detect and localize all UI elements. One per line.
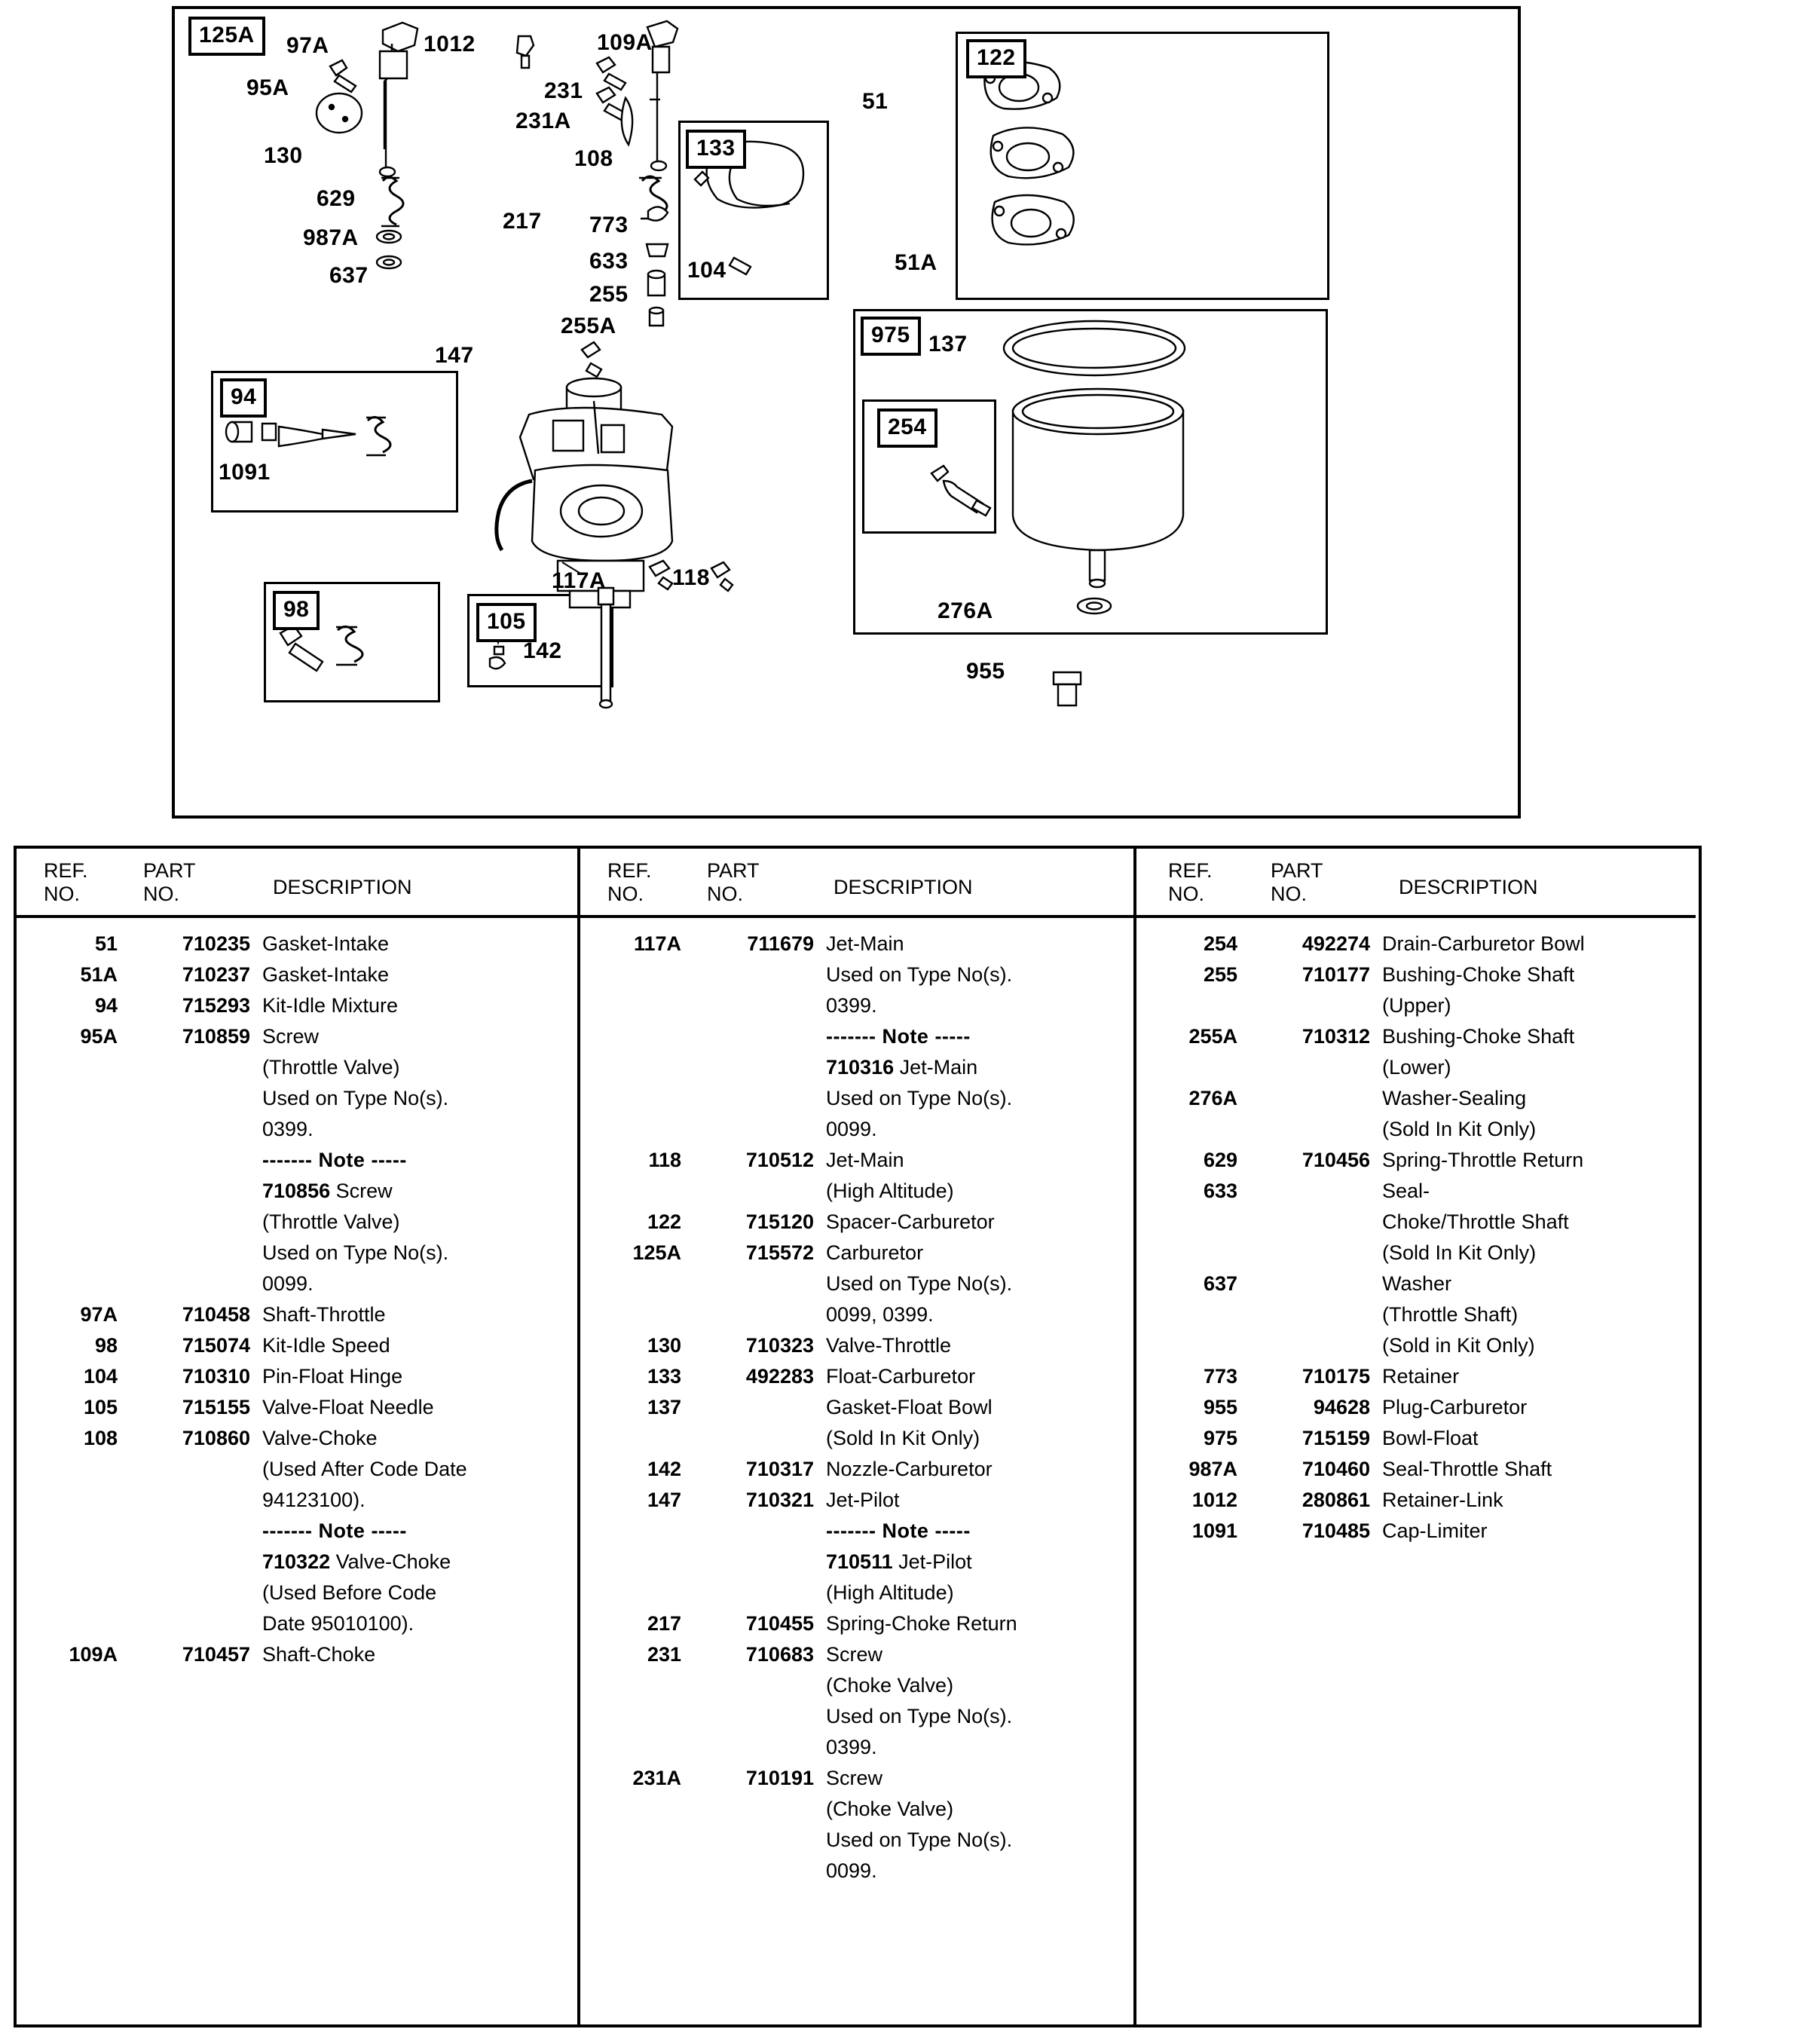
cell-description: Shaft-Throttle <box>262 1303 386 1326</box>
table-row <box>17 1392 577 1423</box>
cell-description: 94123100). <box>262 1489 366 1511</box>
cell-part-no: 710455 <box>745 1612 814 1635</box>
cell-description: (High Altitude) <box>826 1180 954 1202</box>
cell-ref-no: 104 <box>83 1365 118 1388</box>
cell-description: Kit-Idle Speed <box>262 1334 390 1357</box>
cell-ref-no: 955 <box>1203 1396 1237 1418</box>
cell-part-no: 710457 <box>182 1643 250 1666</box>
callout-231: 231 <box>544 78 583 103</box>
cell-description: 0099. <box>262 1272 314 1295</box>
table-row <box>580 1701 1133 1732</box>
table-row <box>580 1732 1133 1763</box>
header-description: DESCRIPTION <box>273 876 412 898</box>
parts-column-2 <box>580 849 1136 2024</box>
table-row <box>17 929 577 959</box>
cell-description: ------- Note ----- <box>826 1519 971 1542</box>
cell-description: (Sold In Kit Only) <box>1382 1118 1537 1140</box>
cell-description: 710322 Valve-Choke <box>262 1550 451 1573</box>
table-row <box>1136 1176 1696 1207</box>
table-row <box>17 1639 577 1670</box>
table-row <box>580 1083 1133 1114</box>
cell-description: (Lower) <box>1382 1056 1451 1079</box>
cell-ref-no: 987A <box>1188 1458 1237 1480</box>
callout-1091: 1091 <box>219 460 271 485</box>
cell-description: Kit-Idle Mixture <box>262 994 399 1017</box>
table-row <box>580 1145 1133 1176</box>
cell-description: Used on Type No(s). <box>826 1705 1013 1727</box>
cell-part-no: 710191 <box>745 1767 814 1789</box>
cell-ref-no: 95A <box>80 1025 118 1048</box>
callout-276A: 276A <box>938 598 993 623</box>
cell-part-no: 711679 <box>747 932 814 955</box>
cell-ref-no: 105 <box>83 1396 118 1418</box>
cell-ref-no: 51A <box>80 963 118 986</box>
cell-ref-no: 137 <box>647 1396 681 1418</box>
header-part-line1: PART <box>707 859 760 882</box>
table-row <box>17 1083 577 1114</box>
header-ref-line1: REF. <box>607 859 652 882</box>
table-row <box>17 1114 577 1145</box>
table-row <box>17 1485 577 1516</box>
cell-ref-no: 122 <box>647 1210 681 1233</box>
cell-description: (Used After Code Date <box>262 1458 467 1480</box>
table-row <box>1136 959 1696 990</box>
callout-108: 108 <box>574 146 613 171</box>
cell-part-no: 710312 <box>1302 1025 1370 1048</box>
cell-description: (Upper) <box>1382 994 1451 1017</box>
table-row <box>580 1670 1133 1701</box>
cell-description: Float-Carburetor <box>826 1365 976 1388</box>
cell-description: ------- Note ----- <box>826 1025 971 1048</box>
cell-part-no: 715572 <box>745 1241 814 1264</box>
table-row <box>17 1238 577 1268</box>
cell-description: Nozzle-Carburetor <box>826 1458 993 1480</box>
cell-description: Bushing-Choke Shaft <box>1382 963 1575 986</box>
table-row <box>17 1578 577 1608</box>
callout-105: 105 <box>476 603 537 642</box>
callout-117A: 117A <box>552 568 607 593</box>
cell-description: Spring-Choke Return <box>826 1612 1017 1635</box>
cell-description: Gasket-Float Bowl <box>826 1396 993 1418</box>
table-row <box>17 1299 577 1330</box>
cell-part-no: 710177 <box>1302 963 1370 986</box>
cell-description: 0399. <box>826 1736 877 1758</box>
callout-629: 629 <box>317 186 356 211</box>
cell-description: Date 95010100). <box>262 1612 414 1635</box>
callout-125A: 125A <box>188 17 265 56</box>
cell-ref-no: 773 <box>1203 1365 1237 1388</box>
cell-part-no: 710323 <box>745 1334 814 1357</box>
cell-description: (Throttle Valve) <box>262 1056 400 1079</box>
cell-description: Bushing-Choke Shaft <box>1382 1025 1575 1048</box>
cell-part-no: 492283 <box>745 1365 814 1388</box>
table-row <box>17 1176 577 1207</box>
callout-955: 955 <box>966 659 1005 684</box>
table-row <box>17 1021 577 1052</box>
cell-description: Valve-Float Needle <box>262 1396 434 1418</box>
column-1-header <box>17 849 577 918</box>
cell-description: Choke/Throttle Shaft <box>1382 1210 1569 1233</box>
cell-description: Pin-Float Hinge <box>262 1365 403 1388</box>
header-part-line2: NO. <box>1271 883 1308 905</box>
table-row <box>580 1052 1133 1083</box>
cell-description: Gasket-Intake <box>262 932 390 955</box>
table-row <box>1136 1052 1696 1083</box>
cell-part-no: 715074 <box>182 1334 250 1357</box>
cell-ref-no: 276A <box>1188 1087 1237 1109</box>
table-row <box>1136 1485 1696 1516</box>
cell-ref-no: 125A <box>632 1241 681 1264</box>
table-row <box>580 1485 1133 1516</box>
cell-part-no: 710235 <box>182 932 250 955</box>
table-row <box>1136 1454 1696 1485</box>
table-row <box>1136 1330 1696 1361</box>
cell-description: 0399. <box>826 994 877 1017</box>
callout-975: 975 <box>861 317 921 356</box>
cell-description: Used on Type No(s). <box>826 1828 1013 1851</box>
cell-description: Jet-Main <box>826 1149 904 1171</box>
cell-ref-no: 147 <box>647 1489 681 1511</box>
table-row <box>580 1361 1133 1392</box>
cell-description: (Sold In Kit Only) <box>826 1427 980 1449</box>
cell-ref-no: 633 <box>1203 1180 1237 1202</box>
table-row <box>17 1423 577 1454</box>
table-row <box>17 1454 577 1485</box>
cell-part-no: 710310 <box>182 1365 250 1388</box>
column-3-header <box>1136 849 1696 918</box>
cell-part-no: 710860 <box>182 1427 250 1449</box>
table-row <box>17 1516 577 1547</box>
cell-part-no: 715293 <box>182 994 250 1017</box>
cell-description: Screw <box>826 1643 883 1666</box>
cell-description: Valve-Throttle <box>826 1334 952 1357</box>
table-row <box>1136 1299 1696 1330</box>
cell-part-no: 710317 <box>745 1458 814 1480</box>
cell-part-no: 710460 <box>1302 1458 1370 1480</box>
cell-description: Jet-Pilot <box>826 1489 900 1511</box>
table-row <box>17 1330 577 1361</box>
cell-description: 0099, 0399. <box>826 1303 934 1326</box>
cell-description: (Throttle Shaft) <box>1382 1303 1519 1326</box>
table-row <box>580 1856 1133 1887</box>
table-row <box>17 990 577 1021</box>
callout-137: 137 <box>928 332 968 357</box>
cell-description: 0399. <box>262 1118 314 1140</box>
cell-ref-no: 231A <box>632 1767 681 1789</box>
cell-description: 710316 Jet-Main <box>826 1056 978 1079</box>
table-row <box>17 1268 577 1299</box>
table-row <box>580 1608 1133 1639</box>
header-ref-line1: REF. <box>1168 859 1213 882</box>
cell-description: Screw <box>826 1767 883 1789</box>
callout-98: 98 <box>273 591 320 630</box>
cell-description: 0099. <box>826 1859 877 1882</box>
table-row <box>580 1639 1133 1670</box>
callout-1012: 1012 <box>424 32 476 57</box>
table-row <box>17 1608 577 1639</box>
header-part-line2: NO. <box>707 883 744 905</box>
callout-773: 773 <box>589 213 629 237</box>
table-row <box>1136 1423 1696 1454</box>
table-row <box>580 1794 1133 1825</box>
table-row <box>580 1454 1133 1485</box>
cell-ref-no: 1091 <box>1191 1519 1237 1542</box>
table-row <box>580 990 1133 1021</box>
cell-description: Retainer-Link <box>1382 1489 1503 1511</box>
header-part-line1: PART <box>1271 859 1323 882</box>
cell-description: Cap-Limiter <box>1382 1519 1488 1542</box>
cell-part-no: 710512 <box>745 1149 814 1171</box>
callout-231A: 231A <box>515 109 571 133</box>
table-row <box>17 1052 577 1083</box>
cell-part-no: 710237 <box>182 963 250 986</box>
cell-ref-no: 109A <box>69 1643 118 1666</box>
callout-51A: 51A <box>895 250 938 275</box>
cell-description: (Sold In Kit Only) <box>1382 1241 1537 1264</box>
callout-255A: 255A <box>561 314 616 338</box>
cell-ref-no: 142 <box>647 1458 681 1480</box>
header-part-line2: NO. <box>143 883 180 905</box>
cell-description: Washer-Sealing <box>1382 1087 1527 1109</box>
table-row <box>17 1207 577 1238</box>
table-row <box>1136 1361 1696 1392</box>
cell-description: Seal- <box>1382 1180 1430 1202</box>
cell-description: 710856 Screw <box>262 1180 393 1202</box>
cell-description: (Choke Valve) <box>826 1798 954 1820</box>
callout-109A: 109A <box>597 30 653 55</box>
cell-part-no: 280861 <box>1302 1489 1370 1511</box>
cell-description: Seal-Throttle Shaft <box>1382 1458 1552 1480</box>
table-row <box>580 1825 1133 1856</box>
callout-987A: 987A <box>303 225 359 250</box>
table-row <box>1136 990 1696 1021</box>
cell-part-no: 710485 <box>1302 1519 1370 1542</box>
cell-description: (Sold in Kit Only) <box>1382 1334 1535 1357</box>
cell-part-no: 492274 <box>1302 932 1370 955</box>
header-ref-line2: NO. <box>44 883 81 905</box>
table-row <box>17 1547 577 1578</box>
cell-part-no: 715159 <box>1302 1427 1370 1449</box>
cell-ref-no: 133 <box>647 1365 681 1388</box>
table-row <box>1136 1207 1696 1238</box>
table-row <box>17 959 577 990</box>
callout-122: 122 <box>966 39 1026 78</box>
cell-description: (Throttle Valve) <box>262 1210 400 1233</box>
table-row <box>580 1207 1133 1238</box>
table-row <box>580 1299 1133 1330</box>
table-row <box>1136 1083 1696 1114</box>
cell-description: Jet-Main <box>826 932 904 955</box>
table-row <box>580 1114 1133 1145</box>
cell-description: Spacer-Carburetor <box>826 1210 995 1233</box>
cell-description: Valve-Choke <box>262 1427 378 1449</box>
column-3-rows <box>1136 918 1696 1547</box>
header-ref-line2: NO. <box>607 883 644 905</box>
cell-description: Used on Type No(s). <box>826 1272 1013 1295</box>
cell-description: Used on Type No(s). <box>262 1241 449 1264</box>
header-description: DESCRIPTION <box>1399 876 1538 898</box>
column-2-rows <box>580 918 1133 1887</box>
parts-list-table <box>14 846 1702 2027</box>
parts-column-3 <box>1136 849 1696 2024</box>
cell-ref-no: 117A <box>633 932 681 955</box>
cell-ref-no: 108 <box>83 1427 118 1449</box>
cell-ref-no: 97A <box>80 1303 118 1326</box>
table-row <box>580 1423 1133 1454</box>
cell-ref-no: 255A <box>1188 1025 1237 1048</box>
cell-part-no: 710683 <box>745 1643 814 1666</box>
cell-ref-no: 255 <box>1203 963 1237 986</box>
callout-97A: 97A <box>286 33 329 58</box>
cell-ref-no: 629 <box>1203 1149 1237 1171</box>
table-row <box>17 1145 577 1176</box>
callout-633: 633 <box>589 249 629 274</box>
cell-description: Used on Type No(s). <box>826 963 1013 986</box>
cell-ref-no: 98 <box>94 1334 118 1357</box>
table-row <box>580 1238 1133 1268</box>
table-row <box>580 1578 1133 1608</box>
table-row <box>1136 1021 1696 1052</box>
cell-part-no: 715155 <box>182 1396 250 1418</box>
table-row <box>1136 1114 1696 1145</box>
cell-description: ------- Note ----- <box>262 1149 407 1171</box>
table-row <box>580 1392 1133 1423</box>
cell-description: Retainer <box>1382 1365 1460 1388</box>
callout-104: 104 <box>687 258 726 283</box>
table-row <box>580 1176 1133 1207</box>
column-2-header <box>580 849 1133 918</box>
column-1-rows <box>17 918 577 1670</box>
cell-description: Shaft-Choke <box>262 1643 376 1666</box>
callout-217: 217 <box>503 209 542 234</box>
table-row <box>1136 929 1696 959</box>
callout-130: 130 <box>264 143 303 168</box>
callout-254: 254 <box>877 409 938 448</box>
cell-description: Washer <box>1382 1272 1452 1295</box>
cell-description: Gasket-Intake <box>262 963 390 986</box>
cell-description: Carburetor <box>826 1241 924 1264</box>
table-row <box>580 1268 1133 1299</box>
parts-linework <box>175 9 1518 816</box>
table-row <box>17 1361 577 1392</box>
header-ref-line2: NO. <box>1168 883 1205 905</box>
callout-142: 142 <box>523 638 562 663</box>
table-row <box>580 929 1133 959</box>
table-row <box>580 959 1133 990</box>
header-ref-line1: REF. <box>44 859 88 882</box>
table-row <box>1136 1516 1696 1547</box>
cell-description: (Used Before Code <box>262 1581 437 1604</box>
callout-95A: 95A <box>246 75 289 100</box>
callout-637: 637 <box>329 263 369 288</box>
cell-ref-no: 975 <box>1203 1427 1237 1449</box>
cell-part-no: 710458 <box>182 1303 250 1326</box>
table-row <box>580 1330 1133 1361</box>
callout-118: 118 <box>672 565 710 590</box>
cell-part-no: 715120 <box>745 1210 814 1233</box>
cell-part-no: 710321 <box>745 1489 814 1511</box>
header-part-line1: PART <box>143 859 196 882</box>
cell-description: Bowl-Float <box>1382 1427 1479 1449</box>
cell-part-no: 710175 <box>1302 1365 1370 1388</box>
table-row <box>1136 1268 1696 1299</box>
callout-94: 94 <box>220 378 267 418</box>
cell-ref-no: 637 <box>1203 1272 1237 1295</box>
cell-ref-no: 231 <box>647 1643 681 1666</box>
cell-ref-no: 51 <box>94 932 118 955</box>
cell-ref-no: 254 <box>1203 932 1237 955</box>
cell-description: Drain-Carburetor Bowl <box>1382 932 1585 955</box>
cell-description: Plug-Carburetor <box>1382 1396 1528 1418</box>
callout-255: 255 <box>589 282 629 307</box>
cell-part-no: 710456 <box>1302 1149 1370 1171</box>
cell-ref-no: 217 <box>647 1612 681 1635</box>
table-row <box>580 1021 1133 1052</box>
callout-133: 133 <box>686 130 746 169</box>
cell-ref-no: 94 <box>94 994 118 1017</box>
table-row <box>1136 1145 1696 1176</box>
exploded-parts-diagram <box>172 6 1521 819</box>
callout-147: 147 <box>435 343 474 368</box>
cell-description: Used on Type No(s). <box>262 1087 449 1109</box>
cell-description: (High Altitude) <box>826 1581 954 1604</box>
cell-part-no: 94628 <box>1313 1396 1370 1418</box>
header-description: DESCRIPTION <box>834 876 973 898</box>
cell-description: 0099. <box>826 1118 877 1140</box>
cell-description: Spring-Throttle Return <box>1382 1149 1584 1171</box>
cell-description: Used on Type No(s). <box>826 1087 1013 1109</box>
table-row <box>580 1763 1133 1794</box>
cell-description: Screw <box>262 1025 320 1048</box>
table-row <box>580 1516 1133 1547</box>
cell-part-no: 710859 <box>182 1025 250 1048</box>
cell-description: 710511 Jet-Pilot <box>826 1550 972 1573</box>
cell-ref-no: 118 <box>648 1149 681 1171</box>
callout-51: 51 <box>862 89 889 114</box>
cell-ref-no: 130 <box>647 1334 681 1357</box>
parts-column-1 <box>17 849 580 2024</box>
table-row <box>1136 1238 1696 1268</box>
table-row <box>1136 1392 1696 1423</box>
cell-description: (Choke Valve) <box>826 1674 954 1697</box>
cell-ref-no: 1012 <box>1191 1489 1237 1511</box>
cell-description: ------- Note ----- <box>262 1519 407 1542</box>
table-row <box>580 1547 1133 1578</box>
